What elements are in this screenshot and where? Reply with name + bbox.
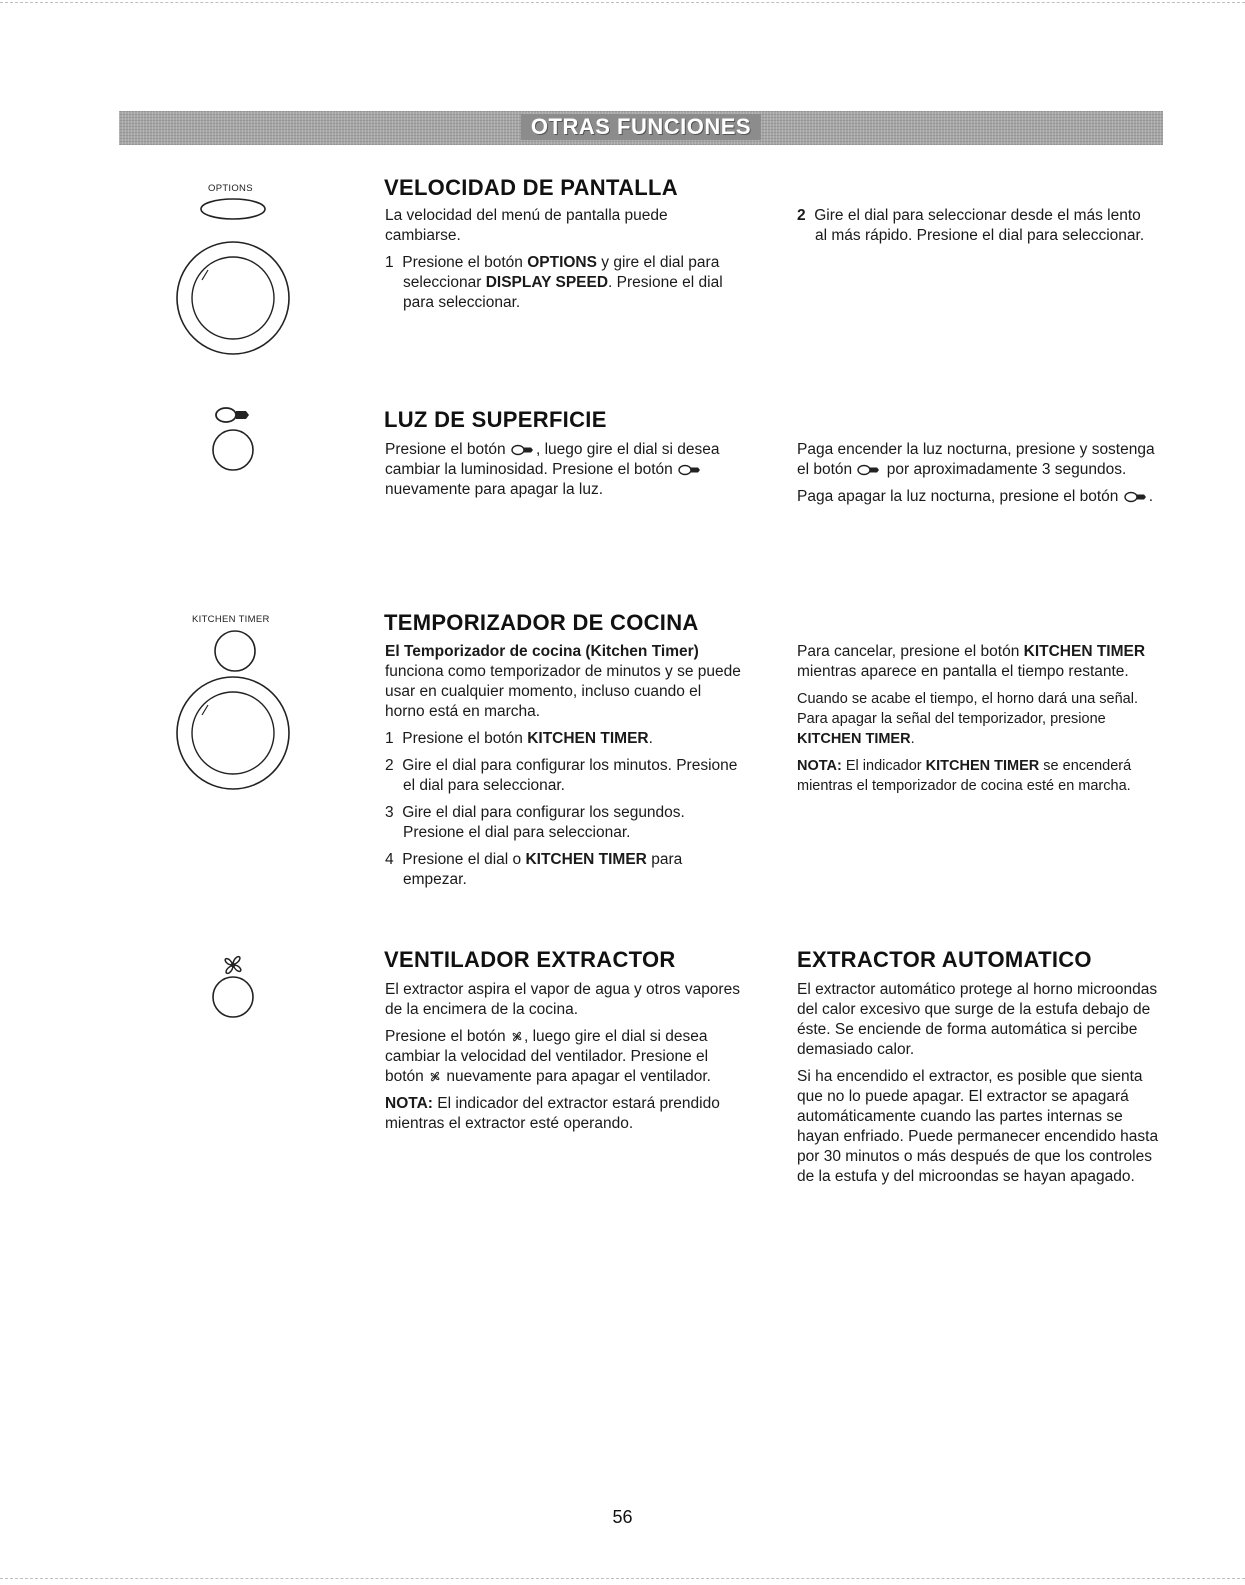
selection-dial-icon [172,240,294,356]
section-heading-extractor: EXTRACTOR AUTOMATICO [797,947,1092,972]
section-heading-luz: LUZ DE SUPERFICIE [384,407,607,432]
extractor-p1: El extractor automático protege al horno microondas del calor excesivo que surge de la estufa debajo de éste. Se enciende de forma automática si percibe demasiado calor. [797,981,1158,1058]
light-button-glyph-icon [1123,491,1149,503]
fan-button-icon [211,975,255,1019]
temporizador-step-4: 4 Presione el dial o KITCHEN TIMER para empezar. [385,851,683,888]
temporizador-note: NOTA: El indicador KITCHEN TIMER se encenderá mientras el temporizador de cocina esté en marcha. [797,758,1132,794]
options-button-icon [198,196,268,222]
velocidad-step-1: 1 Presione el botón OPTIONS y gire el dial para seleccionar DISPLAY SPEED. Presione el dial para seleccionar. [385,254,723,311]
section-heading-temporizador: TEMPORIZADOR DE COCINA [384,610,699,635]
temporizador-end: Cuando se acabe el tiempo, el horno dará una señal. Para apagar la señal del temporizador, presione KITCHEN TIMER. [797,691,1138,747]
ventilador-note: NOTA: El indicador del extractor estará prendido mientras el extractor esté operando. [385,1095,720,1132]
surface-light-button-icon [211,428,255,472]
banner-title: OTRAS FUNCIONES [521,114,761,140]
extractor-p2: Si ha encendido el extractor, es posible que sienta que no lo puede apagar. El extractor se apagará automáticamente cuando las partes internas se hayan enfriado. Puede permanecer encendido hasta por 30 minutos o más después de que los controles de la estufa y del microondas se hayan apagado. [797,1068,1159,1185]
velocidad-right-text [797,206,1149,253]
kitchen-timer-dial-icon [172,675,294,791]
bottom-edge-line [0,1578,1245,1579]
luz-paragraph: Presione el botón , luego gire el dial si desea cambiar la luminosidad. Presione el botón nuevamente para apagar la luz. [385,441,720,498]
light-button-glyph-icon [677,464,703,476]
light-button-glyph-icon [856,464,882,476]
section-heading-ventilador: VENTILADOR EXTRACTOR [384,947,676,972]
temporizador-step-1: 1 Presione el botón KITCHEN TIMER. [385,730,653,747]
page-number: 56 [612,1507,633,1527]
light-button-glyph-icon [510,444,536,456]
kitchen-timer-label: KITCHEN TIMER [192,614,270,625]
temporizador-cancel: Para cancelar, presione el botón KITCHEN TIMER mientras aparece en pantalla el tiempo restante. [797,643,1146,680]
kitchen-timer-button-icon [213,629,257,673]
section-heading-velocidad: VELOCIDAD DE PANTALLA [384,175,678,200]
temporizador-step-3: 3 Gire el dial para configurar los segundos. Presione el dial para seleccionar. [385,804,685,841]
surface-light-icon [213,405,253,425]
temporizador-step-2: 2 Gire el dial para configurar los minutos. Presione el dial para seleccionar. [385,757,738,794]
velocidad-left-text [385,206,730,320]
luz-night-off: Paga apagar la luz nocturna, presione el botón . [797,488,1154,505]
luz-night-on: Paga encender la luz nocturna, presione y sostenga el botón por aproximadamente 3 segundos. [797,441,1155,478]
fan-glyph-icon [428,1070,442,1083]
luz-right-text [797,440,1157,514]
fan-glyph-icon [510,1030,524,1043]
ventilador-p2: Presione el botón , luego gire el dial si desea cambiar la velocidad del ventilador. Presione el botón nuevamente para apagar el ventilador. [385,1028,711,1085]
section-banner [119,111,1163,145]
ventilador-text [385,980,745,1141]
ventilador-p1: El extractor aspira el vapor de agua y otros vapores de la encimera de la cocina. [385,981,740,1018]
options-label: OPTIONS [208,183,253,194]
velocidad-intro: La velocidad del menú de pantalla puede cambiarse. [385,207,668,244]
velocidad-step-2: 2 Gire el dial para seleccionar desde el más lento al más rápido. Presione el dial para seleccionar. [797,207,1145,244]
extractor-text [797,980,1159,1194]
temporizador-right-text [797,642,1149,803]
temporizador-intro: El Temporizador de cocina (Kitchen Timer) funciona como temporizador de minutos y se puede usar en cualquier momento, incluso cuando el horno está en marcha. [385,643,741,720]
top-edge-line [0,2,1245,3]
luz-left-text [385,440,730,507]
temporizador-left-text [385,642,745,897]
